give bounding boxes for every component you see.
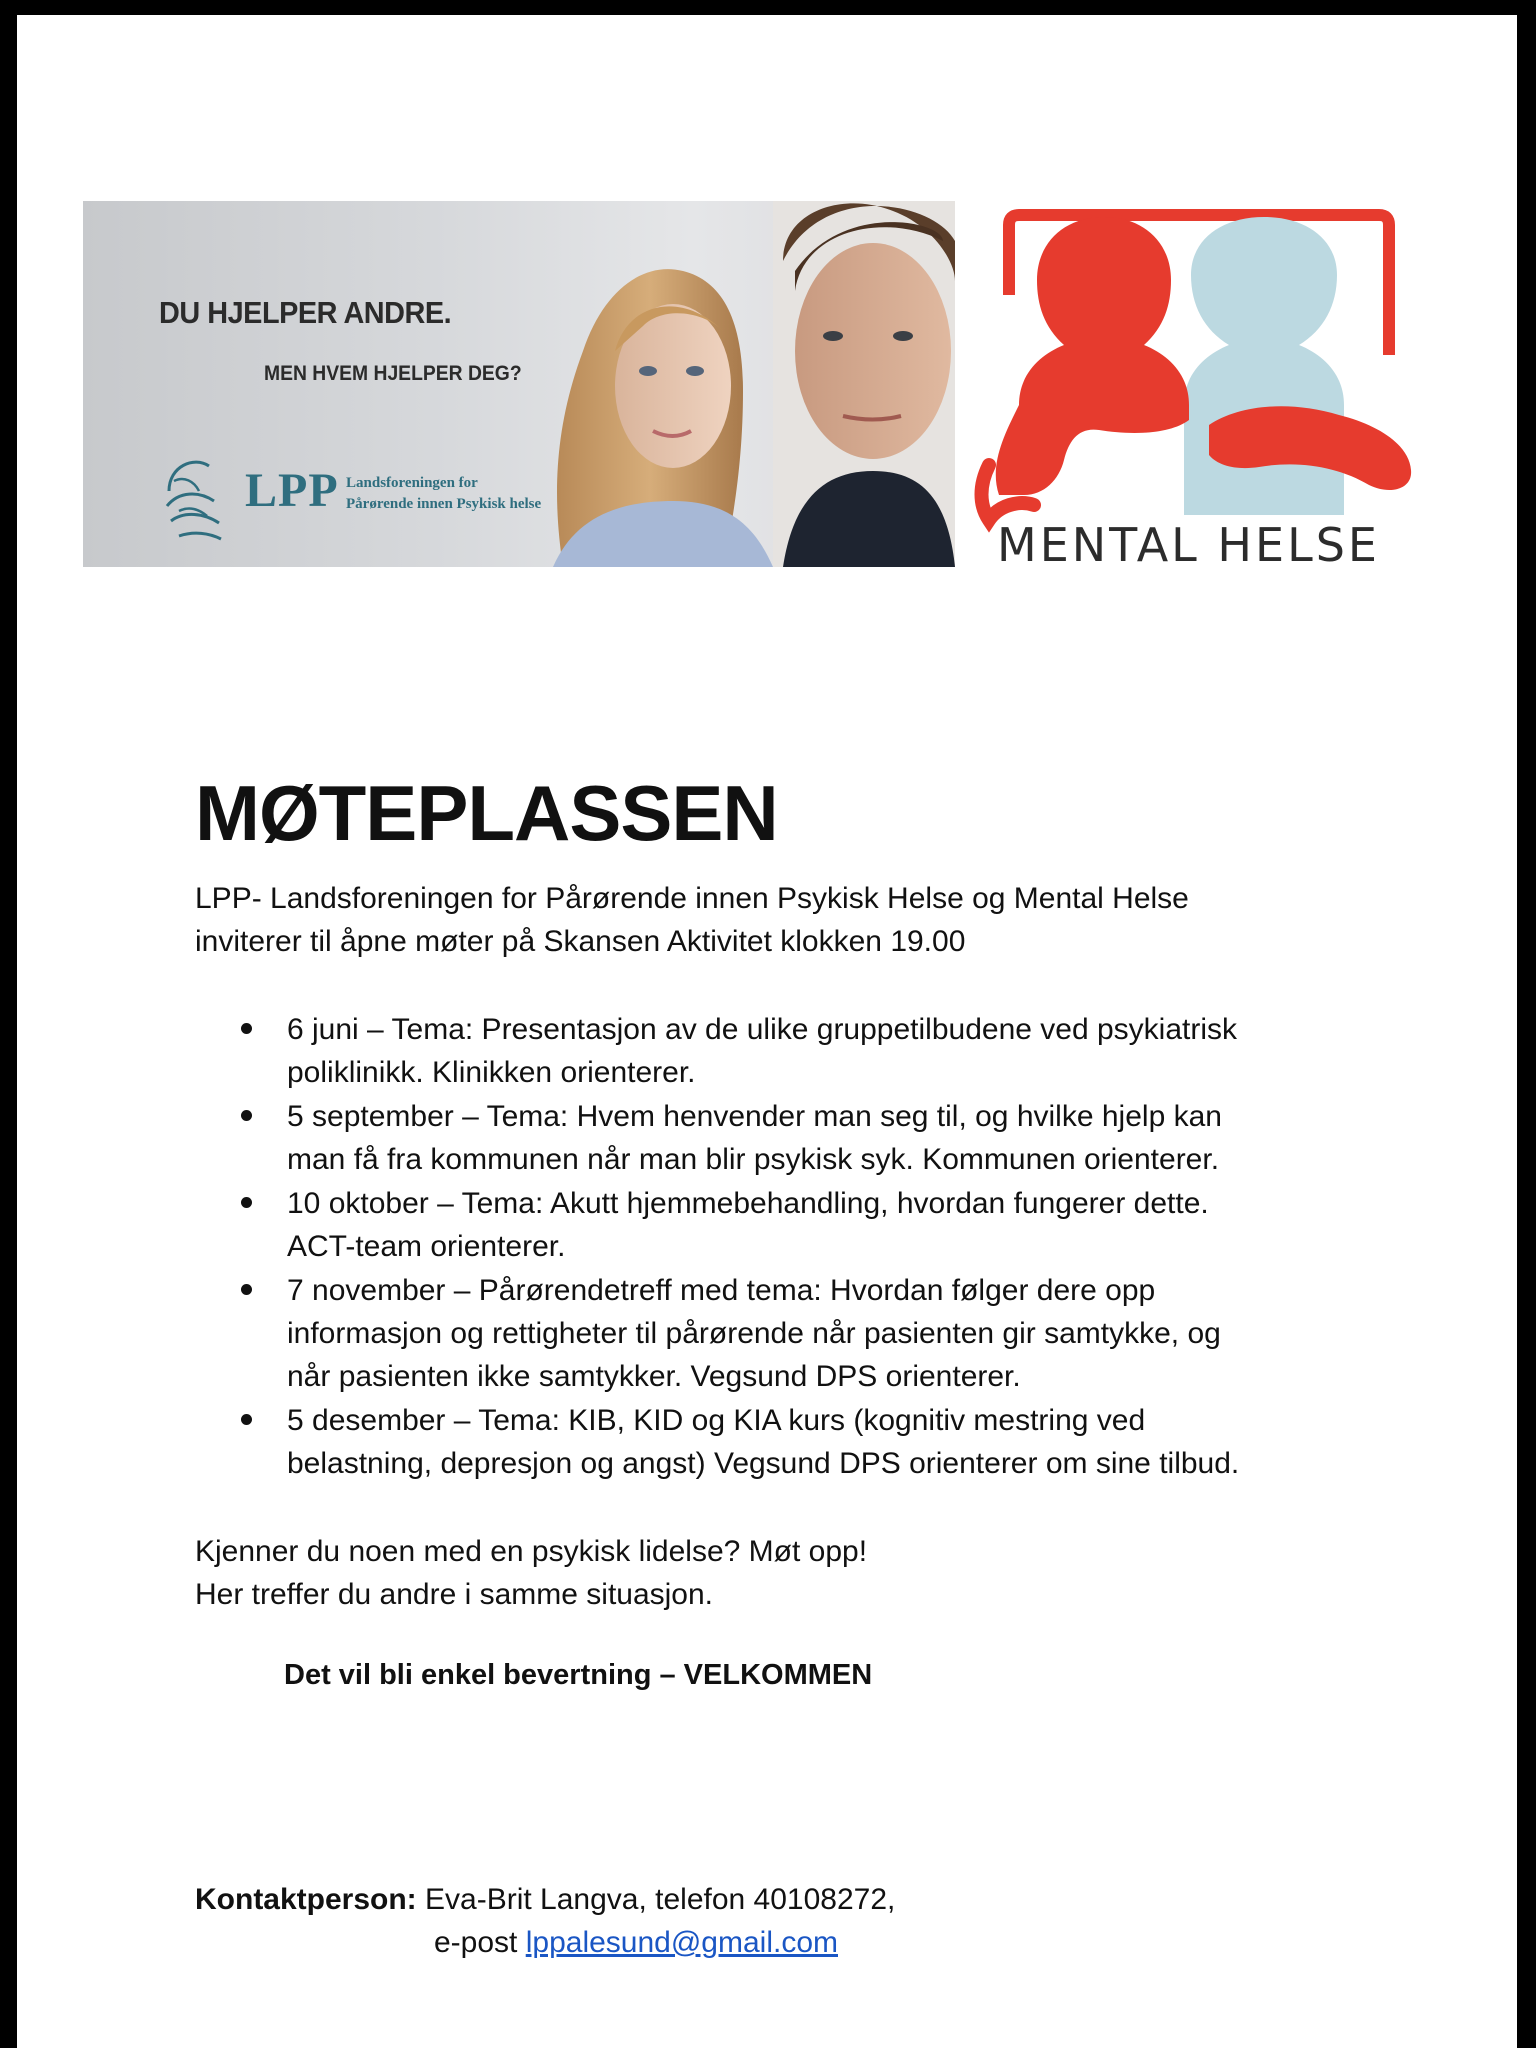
lpp-banner-image	[83, 201, 955, 567]
bullet-icon	[241, 1023, 252, 1034]
closing-paragraph	[195, 1530, 1395, 1616]
lpp-hands-icon	[159, 451, 229, 547]
document-title: MØTEPLASSEN	[195, 769, 778, 857]
meeting-text-line: informasjon og rettigheter til pårørende når pasienten gir samtykke, og	[287, 1317, 1221, 1350]
meeting-item-june	[195, 1008, 1355, 1094]
bullet-icon	[241, 1414, 252, 1425]
mental-helse-logo	[959, 205, 1449, 565]
meeting-item-december	[195, 1399, 1355, 1485]
meeting-text-line: 5 desember – Tema: KIB, KID og KIA kurs (kognitiv mestring ved	[287, 1404, 1146, 1437]
closing-line-2: Her treffer du andre i samme situasjon.	[195, 1578, 714, 1611]
banner-headline-primary: DU HJELPER ANDRE.	[159, 295, 452, 330]
email-label: e-post	[434, 1926, 526, 1959]
lpp-organization-name	[346, 473, 576, 515]
email-link[interactable]: lppalesund@gmail.com	[525, 1926, 838, 1959]
meeting-text-line: poliklinikk. Klinikken orienterer.	[287, 1056, 696, 1089]
contact-line-1	[195, 1878, 1395, 1921]
mental-helse-name: MENTAL HELSE	[997, 518, 1380, 572]
closing-line-1: Kjenner du noen med en psykisk lidelse? Møt opp!	[195, 1535, 868, 1568]
bullet-icon	[241, 1110, 252, 1121]
lpp-org-line-2: Pårørende innen Psykisk helse	[346, 496, 542, 512]
document-page	[17, 15, 1517, 2048]
intro-line-2: inviterer til åpne møter på Skansen Aktivitet klokken 19.00	[195, 925, 966, 958]
bullet-icon	[241, 1197, 252, 1208]
meeting-text-line: man få fra kommunen når man blir psykisk syk. Kommunen orienterer.	[287, 1143, 1220, 1176]
meeting-text-line: 6 juni – Tema: Presentasjon av de ulike gruppetilbudene ved psykiatrisk	[287, 1013, 1238, 1046]
meeting-text-line: når pasienten ikke samtykker. Vegsund DPS orienterer.	[287, 1360, 1021, 1393]
contact-line-2	[195, 1921, 1395, 1964]
meeting-item-november	[195, 1269, 1355, 1398]
meeting-text-line: 10 oktober – Tema: Akutt hjemmebehandling, hvordan fungerer dette.	[287, 1187, 1209, 1220]
contact-person: Eva-Brit Langva, telefon 40108272,	[425, 1883, 896, 1916]
lpp-org-line-1: Landsforeningen for	[346, 475, 478, 491]
intro-line-1: LPP- Landsforeningen for Pårørende innen Psykisk Helse og Mental Helse	[195, 882, 1189, 915]
contact-label: Kontaktperson:	[195, 1883, 426, 1916]
meeting-item-september	[195, 1095, 1355, 1181]
bullet-icon	[241, 1284, 252, 1295]
meeting-text-line: belastning, depresjon og angst) Vegsund DPS orienterer om sine tilbud.	[287, 1447, 1240, 1480]
meeting-item-october	[195, 1182, 1355, 1268]
meeting-text-line: ACT-team orienterer.	[287, 1230, 566, 1263]
lpp-logo-text: LPP	[245, 464, 339, 517]
meeting-text-line: 5 september – Tema: Hvem henvender man seg til, og hvilke hjelp kan	[287, 1100, 1222, 1133]
welcome-note: Det vil bli enkel bevertning – VELKOMMEN	[284, 1659, 873, 1691]
banner-headline-secondary: MEN HVEM HJELPER DEG?	[264, 362, 522, 385]
meeting-list	[195, 1008, 1355, 1486]
meeting-text-line: 7 november – Pårørendetreff med tema: Hvordan følger dere opp	[287, 1274, 1156, 1307]
intro-paragraph	[195, 877, 1395, 963]
contact-section	[195, 1878, 1395, 1964]
